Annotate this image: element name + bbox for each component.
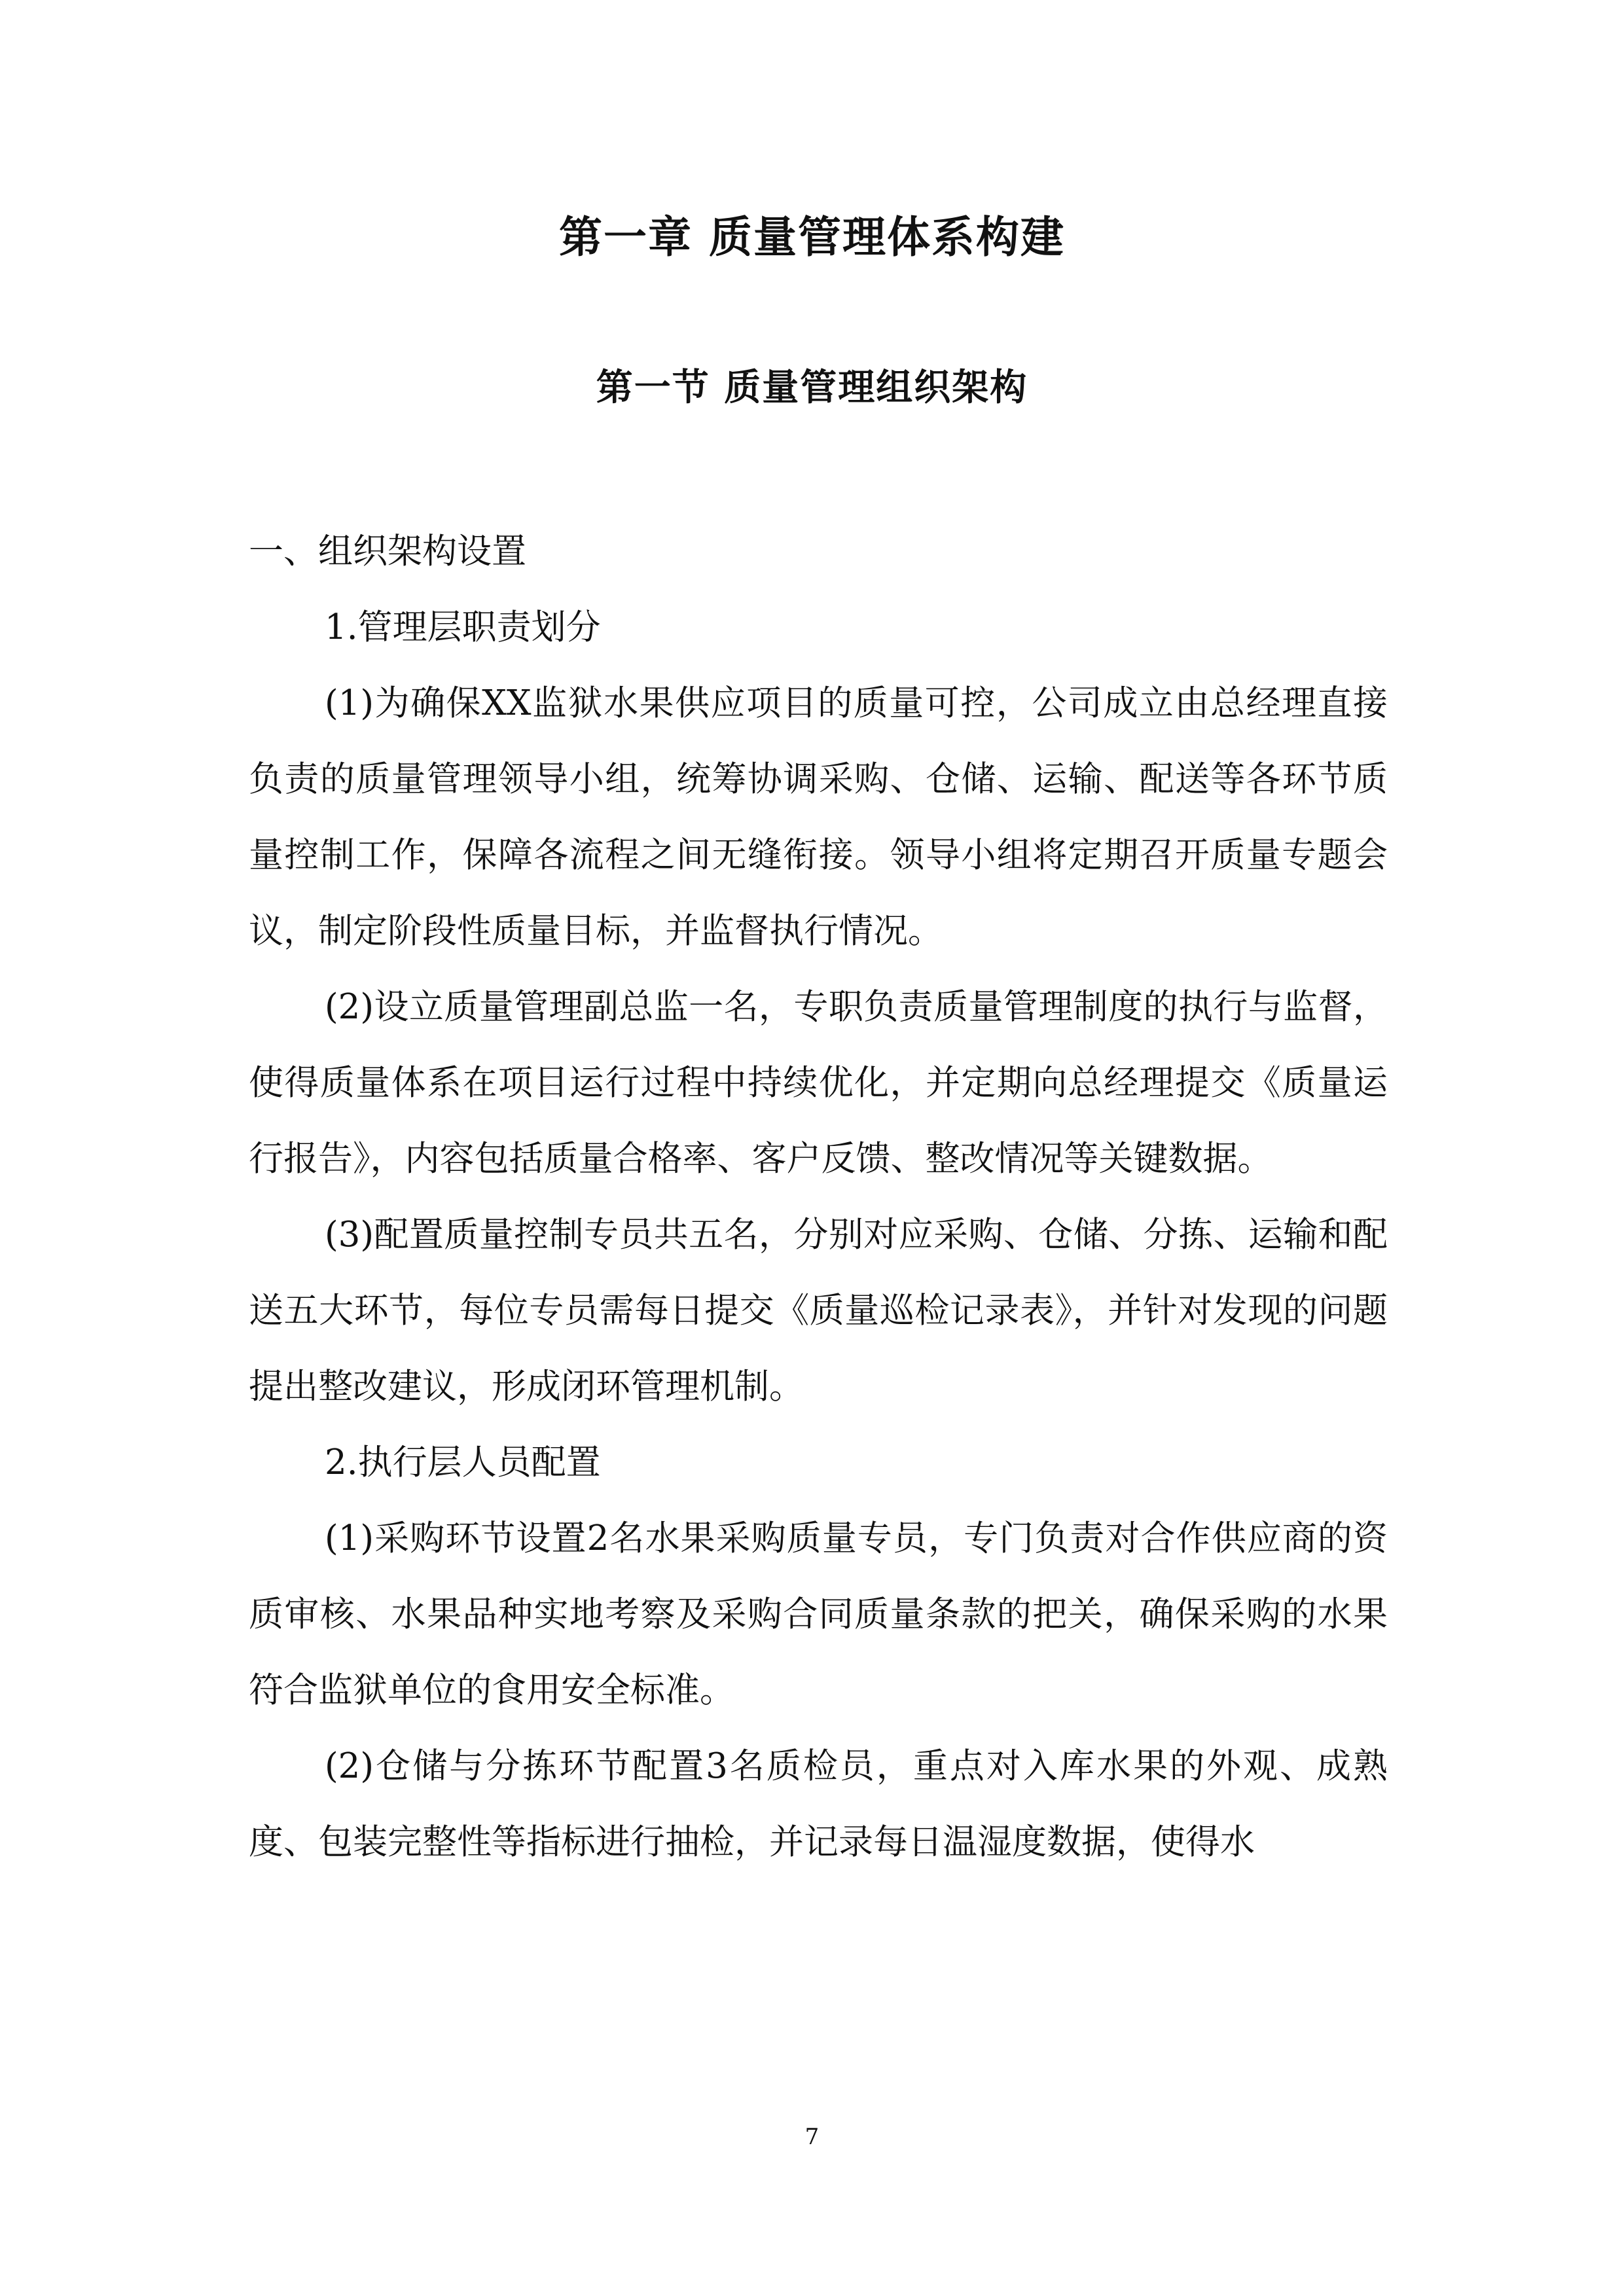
paragraph-2: (2)设立质量管理副总监一名，专职负责质量管理制度的执行与监督，使得质量体系在项目运行过程中持续优化，并定期向总经理提交《质量运行报告》，内容包括质量合格率、客户反馈、整改情况等关键数据。 (249, 987, 1388, 1179)
page-number: 7 (804, 2124, 820, 2150)
section-title: 第一节 质量管理组织架构 (596, 367, 1028, 409)
paragraph-4: (1)采购环节设置2名水果采购质量专员，专门负责对合作供应商的资质审核、水果品种实地考察及采购合同质量条款的把关，确保采购的水果符合监狱单位的食用安全标准。 (249, 1518, 1388, 1710)
document-body (249, 514, 1388, 1880)
chapter-title: 第一章 质量管理体系构建 (559, 212, 1065, 262)
paragraph-1: (1)为确保XX监狱水果供应项目的质量可控，公司成立由总经理直接负责的质量管理领导小组，统筹协调采购、仓储、运输、配送等各环节质量控制工作，保障各流程之间无缝衔接。领导小组将定期召开质量专题会议，制定阶段性质量目标，并监督执行情况。 (249, 683, 1388, 951)
paragraph-3: (3)配置质量控制专员共五名，分别对应采购、仓储、分拣、运输和配送五大环节，每位专员需每日提交《质量巡检记录表》，并针对发现的问题提出整改建议，形成闭环管理机制。 (249, 1215, 1388, 1407)
subheading-staffing: 2.执行层人员配置 (325, 1443, 601, 1482)
subheading-management-duties: 1.管理层职责划分 (325, 607, 601, 647)
paragraph-5: (2)仓储与分拣环节配置3名质检员，重点对入库水果的外观、成熟度、包装完整性等指标进行抽检，并记录每日温湿度数据，使得水 (249, 1746, 1388, 1862)
heading-organization-setup: 一、组织架构设置 (249, 531, 526, 571)
